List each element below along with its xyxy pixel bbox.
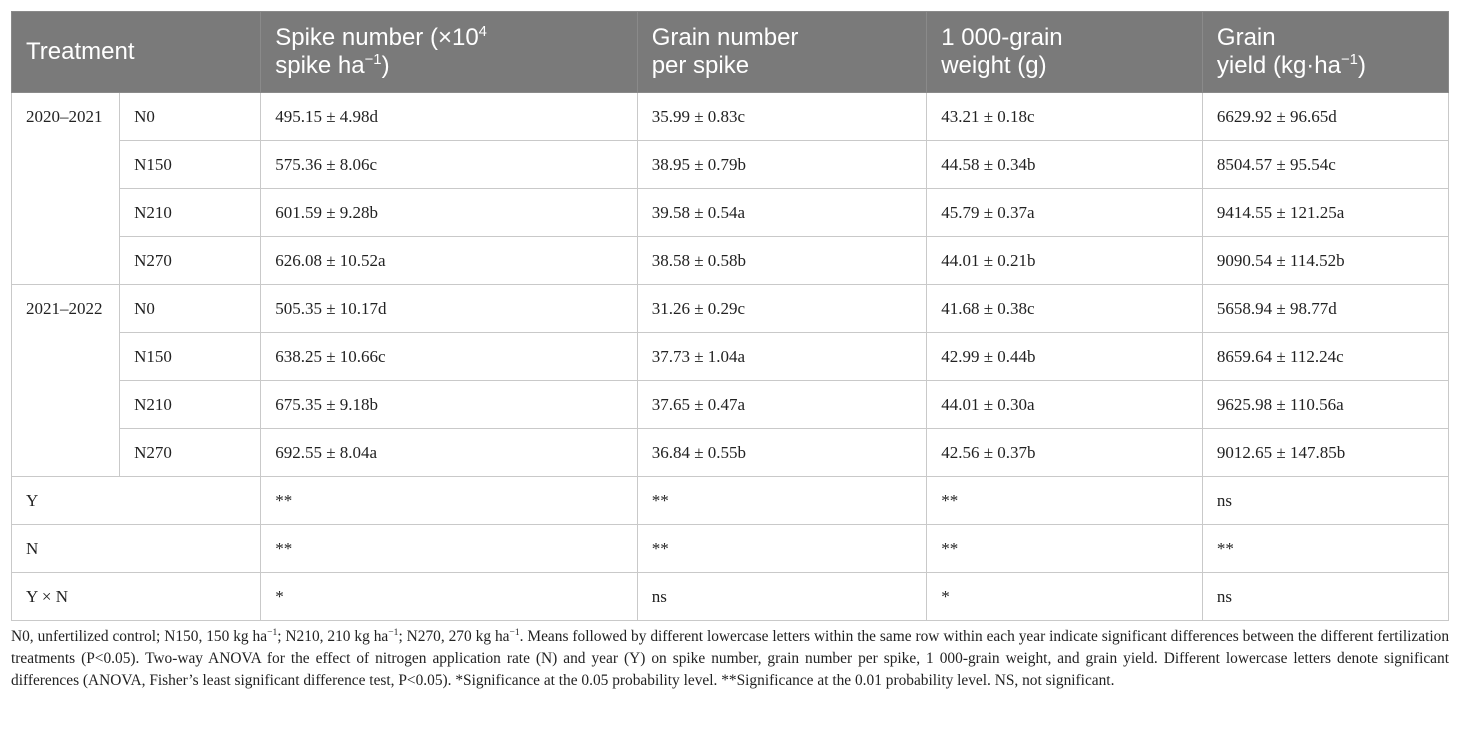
anova-label: N (12, 525, 261, 573)
header-spike-close: ) (381, 52, 390, 79)
spike-cell: 575.36 ± 8.06c (261, 141, 637, 189)
weight-cell: 45.79 ± 0.37a (927, 189, 1203, 237)
weight-cell: 43.21 ± 0.18c (927, 93, 1203, 141)
footnote-part1: N0, unfertilized control; N150, 150 kg ha (11, 628, 268, 645)
spike-cell: 601.59 ± 9.28b (261, 189, 637, 237)
yield-cell: 9090.54 ± 114.52b (1202, 237, 1448, 285)
header-spike-sup: 4 (478, 24, 487, 40)
yield-cell: 9414.55 ± 121.25a (1202, 189, 1448, 237)
anova-label: Y (12, 477, 261, 525)
yield-cell: 9012.65 ± 147.85b (1202, 429, 1448, 477)
anova-row (12, 477, 1449, 525)
treatment-cell: N150 (120, 141, 261, 189)
anova-spike: ** (261, 525, 637, 573)
header-spike-number (261, 12, 637, 93)
header-spike-main: Spike number (×10 (275, 24, 479, 51)
footnote-sup3: −1 (509, 626, 520, 638)
table-row (12, 189, 1449, 237)
yield-cell: 8504.57 ± 95.54c (1202, 141, 1448, 189)
treatment-cell: N270 (120, 429, 261, 477)
table-row (12, 93, 1449, 141)
anova-spike: * (261, 573, 637, 621)
anova-yield: ** (1202, 525, 1448, 573)
table-row (12, 381, 1449, 429)
header-treatment (12, 12, 261, 93)
treatment-cell: N0 (120, 93, 261, 141)
footnote-paragraph (11, 626, 1449, 692)
table-footnote (11, 626, 1449, 692)
treatment-cell: N210 (120, 189, 261, 237)
weight-cell: 44.58 ± 0.34b (927, 141, 1203, 189)
weight-cell: 41.68 ± 0.38c (927, 285, 1203, 333)
anova-grain: ** (637, 525, 927, 573)
spike-cell: 638.25 ± 10.66c (261, 333, 637, 381)
grain-cell: 38.58 ± 0.58b (637, 237, 927, 285)
anova-yield: ns (1202, 573, 1448, 621)
footnote-part2: ; N210, 210 kg ha (277, 628, 389, 645)
year-cell: 2021–2022 (12, 285, 120, 477)
treatment-cell: N270 (120, 237, 261, 285)
header-treatment-text: Treatment (26, 38, 135, 65)
anova-row (12, 525, 1449, 573)
weight-cell: 42.56 ± 0.37b (927, 429, 1203, 477)
treatment-cell: N0 (120, 285, 261, 333)
anova-weight: ** (927, 477, 1203, 525)
table-row (12, 237, 1449, 285)
header-spike-unit-sup: −1 (364, 52, 382, 68)
yield-cell: 8659.64 ± 112.24c (1202, 333, 1448, 381)
table-container (11, 11, 1449, 621)
footnote-sup1: −1 (267, 626, 278, 638)
footnote-part4: . Means followed by different lowercase letters within the same row within each year indicate significant differences between the different fertilization treatments (P<0.05). Two-way ANOVA for the effect of nitrogen application rate (N) and year (Y) on spike number, grain number per spike, 1 000-grain weight, and grain yield. Different lowercase letters denote significant differences (ANOVA, Fisher’s least significant difference test, P<0.05). *Significance at the 0.05 probability level. **Significance at the 0.01 probability level. NS, not significant. (11, 628, 1450, 689)
year-cell: 2020–2021 (12, 93, 120, 285)
spike-cell: 675.35 ± 9.18b (261, 381, 637, 429)
header-grain-weight (927, 12, 1203, 93)
grain-cell: 35.99 ± 0.83c (637, 93, 927, 141)
table-body (12, 93, 1449, 621)
weight-cell: 42.99 ± 0.44b (927, 333, 1203, 381)
spike-cell: 495.15 ± 4.98d (261, 93, 637, 141)
grain-cell: 39.58 ± 0.54a (637, 189, 927, 237)
table-row (12, 141, 1449, 189)
footnote-part3: ; N270, 270 kg ha (398, 628, 510, 645)
header-grain-number (637, 12, 927, 93)
header-grain-yield-sup: −1 (1340, 52, 1358, 68)
yield-cell: 9625.98 ± 110.56a (1202, 381, 1448, 429)
header-grain-number-line2: per spike (651, 52, 750, 79)
anova-weight: * (927, 573, 1203, 621)
header-grain-weight-line1: 1 000-grain (941, 24, 1063, 51)
header-grain-yield (1202, 12, 1448, 93)
header-grain-number-line1: Grain number (651, 24, 799, 51)
treatment-cell: N150 (120, 333, 261, 381)
grain-cell: 37.65 ± 0.47a (637, 381, 927, 429)
anova-spike: ** (261, 477, 637, 525)
table-row (12, 285, 1449, 333)
header-grain-weight-line2: weight (g) (941, 52, 1047, 79)
weight-cell: 44.01 ± 0.21b (927, 237, 1203, 285)
spike-cell: 692.55 ± 8.04a (261, 429, 637, 477)
results-table (11, 11, 1449, 621)
table-row (12, 429, 1449, 477)
grain-cell: 37.73 ± 1.04a (637, 333, 927, 381)
yield-cell: 6629.92 ± 96.65d (1202, 93, 1448, 141)
weight-cell: 44.01 ± 0.30a (927, 381, 1203, 429)
header-grain-yield-line1: Grain (1216, 24, 1276, 51)
header-grain-yield-line2: yield (kg·ha (1216, 52, 1341, 79)
spike-cell: 505.35 ± 10.17d (261, 285, 637, 333)
header-grain-yield-close: ) (1357, 52, 1366, 79)
header-spike-unit: spike ha (275, 52, 365, 79)
anova-grain: ns (637, 573, 927, 621)
header-row (12, 12, 1449, 93)
spike-cell: 626.08 ± 10.52a (261, 237, 637, 285)
anova-weight: ** (927, 525, 1203, 573)
yield-cell: 5658.94 ± 98.77d (1202, 285, 1448, 333)
anova-row (12, 573, 1449, 621)
anova-label: Y × N (12, 573, 261, 621)
anova-yield: ns (1202, 477, 1448, 525)
grain-cell: 31.26 ± 0.29c (637, 285, 927, 333)
treatment-cell: N210 (120, 381, 261, 429)
anova-grain: ** (637, 477, 927, 525)
table-header (12, 12, 1449, 93)
table-row (12, 333, 1449, 381)
footnote-sup2: −1 (388, 626, 399, 638)
grain-cell: 36.84 ± 0.55b (637, 429, 927, 477)
grain-cell: 38.95 ± 0.79b (637, 141, 927, 189)
